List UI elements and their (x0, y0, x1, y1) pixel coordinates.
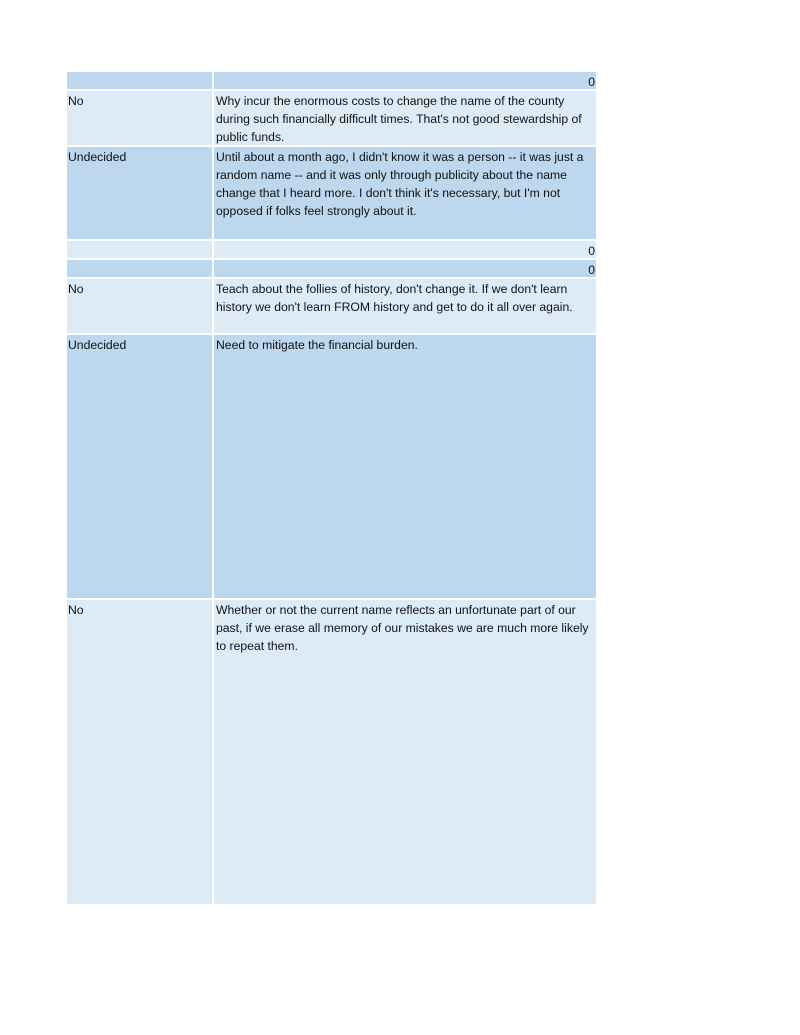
comment-cell[interactable]: Why incur the enormous costs to change the name of the county during such financially difficult times. That's not good stewardship of public funds. (216, 94, 582, 144)
response-cell[interactable] (67, 72, 214, 89)
table-row (67, 91, 596, 147)
response-cell[interactable]: No (67, 279, 214, 333)
table-row (67, 600, 596, 904)
response-cell[interactable] (67, 241, 214, 258)
count-cell[interactable]: 0 (588, 263, 595, 277)
comment-cell[interactable]: Teach about the follies of history, don't change it. If we don't learn history we don't learn FROM history and get to do it all over again. (216, 282, 573, 314)
comment-cell[interactable]: Until about a month ago, I didn't know it was a person -- it was just a random name -- and it was only through publicity about the name change that I heard more. I don't think it's necessary, but I'm not opposed if folks feel strongly about it. (216, 150, 584, 218)
comment-cell[interactable]: Whether or not the current name reflects an unfortunate part of our past, if we erase all memory of our mistakes we are much more likely to repeat them. (216, 603, 589, 653)
comment-cell[interactable]: Need to mitigate the financial burden. (216, 338, 418, 352)
table-row (67, 335, 596, 600)
response-cell[interactable]: No (67, 91, 214, 145)
spreadsheet-table (67, 72, 596, 904)
response-cell[interactable] (67, 260, 214, 277)
table-row (67, 147, 596, 241)
response-cell[interactable]: Undecided (67, 147, 214, 239)
response-cell[interactable]: No (67, 600, 214, 904)
table-row (67, 72, 596, 91)
table-row (67, 279, 596, 335)
count-cell[interactable]: 0 (588, 244, 595, 258)
table-row (67, 241, 596, 260)
table-row (67, 260, 596, 279)
response-cell[interactable]: Undecided (67, 335, 214, 598)
count-cell[interactable]: 0 (588, 75, 595, 89)
